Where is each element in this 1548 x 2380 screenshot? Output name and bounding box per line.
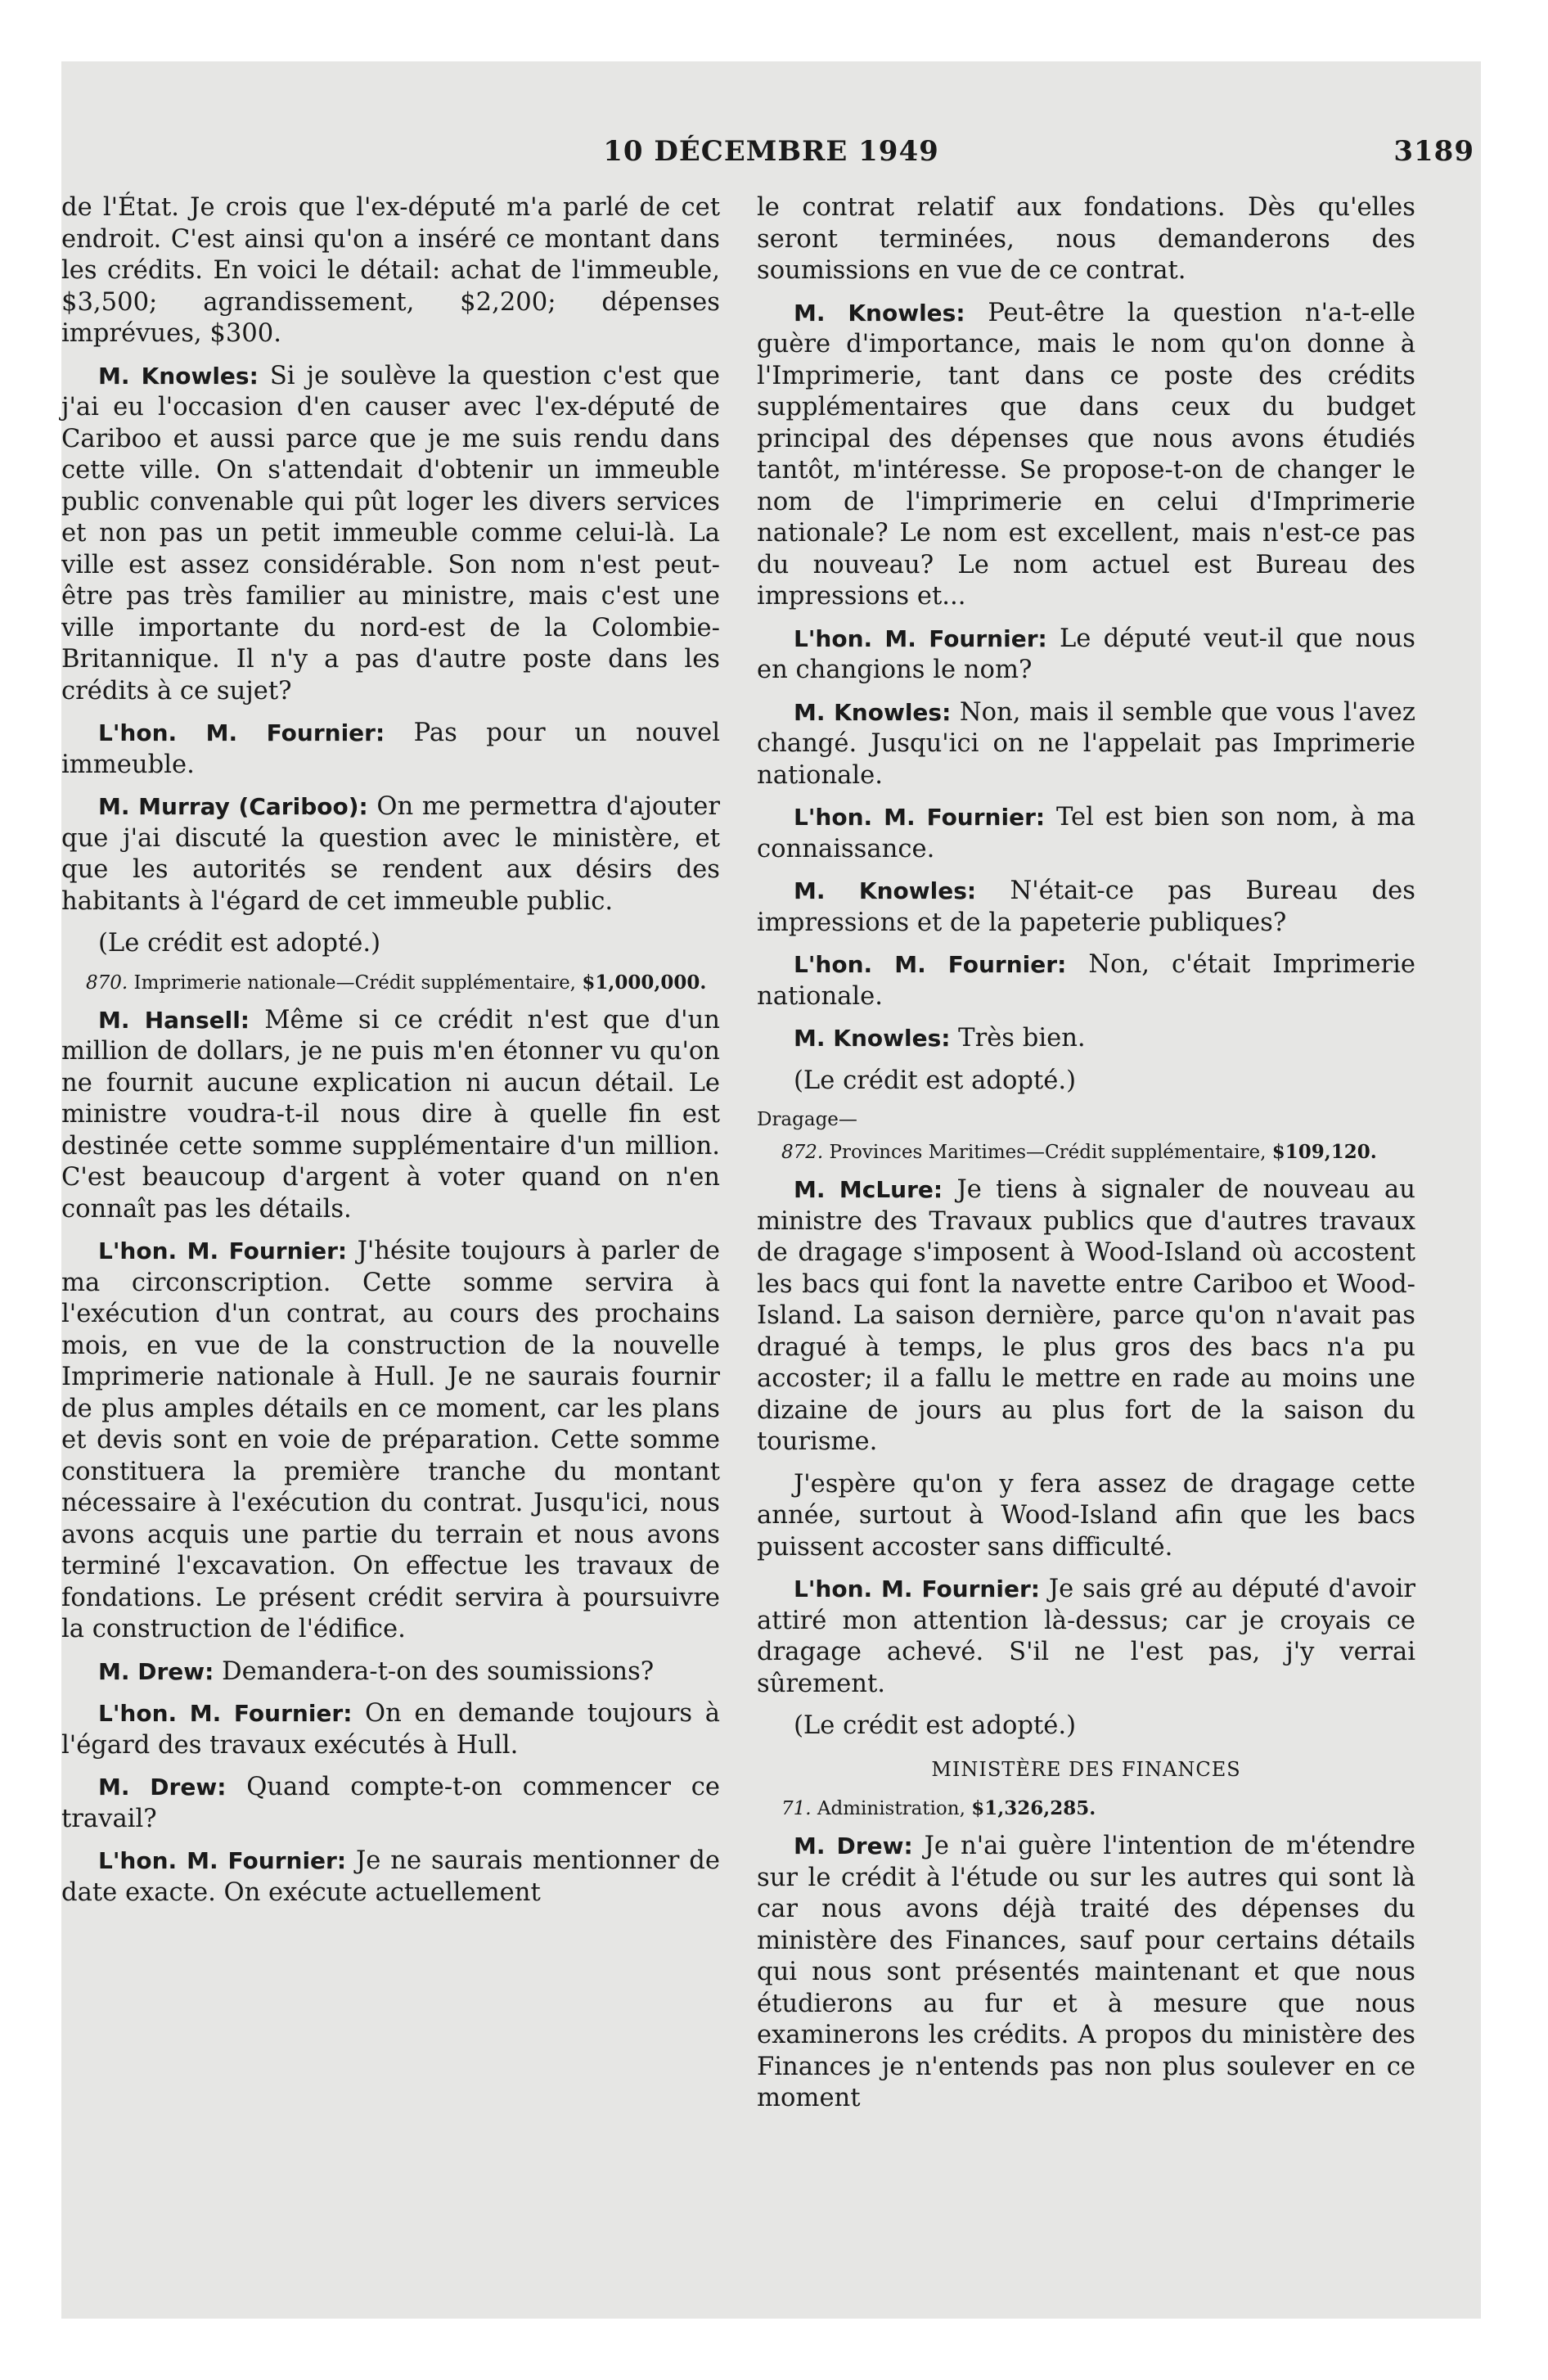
speaker-name: M. Murray (Cariboo): [98, 793, 368, 820]
speech-text: Je n'ai guère l'intention de m'étendre sur le crédit à l'étude ou sur les autres qui sont là car nous avons déjà traité des dépenses du ministère des Finances, sauf pour certains détails qui nous sont présentés maintenant et que nous étudierons au fur et à mesure que nous examinerons les crédits. A propos du ministère des Finances je n'entends pas non plus soulever en ce moment [757, 1832, 1415, 2112]
continued-paragraph: le contrat relatif aux fondations. Dès qu'elles seront terminées, nous demanderons des soumissions en vue de ce contrat. [757, 193, 1415, 285]
speaker-name: M. Drew: [794, 1832, 913, 1859]
speech-paragraph [757, 697, 1415, 792]
speaker-name: M. Drew: [98, 1774, 227, 1801]
speech-paragraph [61, 718, 720, 781]
speech-paragraph [61, 1846, 720, 1909]
vote-label: Administration, [817, 1798, 965, 1819]
speech-text: On me permettra d'ajouter que j'ai discuté la question avec le ministère, et que les autorités se rendent aux désirs des habitants à l'égard de cet immeuble public. [61, 792, 720, 916]
vote-number: 872. [781, 1142, 824, 1163]
page-header [61, 135, 1481, 176]
speaker-name: M. McLure: [794, 1176, 943, 1203]
vote-amount: $1,000,000. [582, 971, 707, 994]
speaker-name: M. Knowles: [794, 299, 965, 327]
speech-paragraph [757, 949, 1415, 1012]
speaker-name: L'hon. M. Fournier: [98, 1847, 347, 1874]
speech-text: Peut-être la question n'a-t-elle guère d'importance, mais le nom qu'on donne à l'Imprimerie, tant dans ce poste des crédits supplémentaires que dans ceux du budget principal des dépenses que nous avons étudiés tantôt, m'intéresse. Se propose-t-on de changer le nom de l'imprimerie en celui d'Imprimerie nationale? Le nom est excellent, mais n'est-ce pas du nouveau? Le nom actuel est Bureau des impressions et... [757, 298, 1415, 611]
speech-paragraph [757, 802, 1415, 865]
section-label: Dragage— [757, 1109, 857, 1130]
speech-paragraph [61, 1236, 720, 1646]
right-column [757, 192, 1415, 2125]
speech-text: Très bien. [958, 1024, 1086, 1053]
speech-paragraph [61, 1698, 720, 1761]
speech-text: Je sais gré au député d'avoir attiré mon attention là-dessus; car je croyais ce dragage achevé. S'il ne l'est pas, j'y verrai sûrement. [757, 1575, 1415, 1698]
speaker-name: M. Drew: [98, 1657, 214, 1685]
speech-paragraph [757, 1174, 1415, 1458]
vote-label: Provinces Maritimes—Crédit supplémentaire, [829, 1142, 1267, 1163]
section-heading: MINISTÈRE DES FINANCES [931, 1757, 1241, 1781]
speaker-name: M. Knowles: [98, 362, 259, 390]
speech-paragraph [61, 791, 720, 917]
speech-paragraph [61, 1657, 720, 1688]
vote-item [757, 1140, 1415, 1165]
vote-amount: $1,326,285. [971, 1797, 1096, 1819]
speech-text: Non, mais il semble que vous l'avez changé. Jusqu'ici on ne l'appelait pas Imprimerie nationale. [757, 697, 1415, 790]
speech-text: Demandera-t-on des soumissions? [222, 1657, 655, 1686]
speech-paragraph [757, 1574, 1415, 1700]
left-column [61, 192, 720, 1919]
continued-paragraph: de l'État. Je crois que l'ex-député m'a parlé de cet endroit. C'est ainsi qu'on a inséré ce montant dans les crédits. En voici le détail: achat de l'immeuble, $3,500; agrandissement, $2,200; dépenses imprévues, $300. [61, 193, 720, 348]
speech-text: Je ne saurais mentionner de date exacte. On exécute actuellement [61, 1846, 720, 1907]
speech-text: Non, c'était Imprimerie nationale. [757, 950, 1415, 1011]
speech-paragraph [757, 1023, 1415, 1055]
page-sheet [61, 61, 1481, 2319]
paragraph: (Le crédit est adopté.) [794, 1066, 1077, 1095]
speech-text: N'était-ce pas Bureau des impressions et de la papeterie publiques? [757, 877, 1415, 937]
vote-item [61, 971, 720, 995]
speaker-name: L'hon. M. Fournier: [794, 624, 1047, 652]
vote-amount: $109,120. [1271, 1141, 1377, 1163]
speaker-name: L'hon. M. Fournier: [794, 804, 1046, 831]
speech-text: J'hésite toujours à parler de ma circonscription. Cette somme servira à l'exécution d'un contrat, au cours des prochains mois, en vue de la construction de la nouvelle Imprimerie nationale à Hull. Je ne saurais fournir de plus amples détails en ce moment, car les plans et devis sont en voie de préparation. Cette somme constituera la première tranche du montant nécessaire à l'exécution du contrat. Jusqu'ici, nous avons acquis une partie du terrain et nous avons terminé l'excavation. On effectue les travaux de fondations. Le présent crédit servira à poursuivre la construction de l'édifice. [61, 1237, 720, 1643]
speech-paragraph [61, 1772, 720, 1835]
speaker-name: M. Knowles: [794, 698, 952, 726]
speaker-name: M. Knowles: [794, 1025, 951, 1052]
speaker-name: M. Hansell: [98, 1006, 250, 1034]
speech-text: Même si ce crédit n'est que d'un million de dollars, je ne puis m'en étonner vu qu'on ne fournit aucune explication ni aucun détail. Le ministre voudra-t-il nous dire à quelle fin est destinée cette somme supplémentaire d'un million. C'est beaucoup d'argent à voter quand on n'en connaît pas les détails. [61, 1005, 721, 1224]
speech-paragraph [757, 876, 1415, 939]
paragraph: (Le crédit est adopté.) [98, 929, 381, 958]
speaker-name: L'hon. M. Fournier: [794, 951, 1067, 978]
speaker-name: M. Knowles: [794, 877, 977, 904]
paragraph: (Le crédit est adopté.) [794, 1711, 1077, 1740]
speech-paragraph [757, 1831, 1415, 2115]
speaker-name: L'hon. M. Fournier: [98, 719, 385, 746]
speech-text: Pas pour un nouvel immeuble. [61, 719, 720, 779]
speech-text: Je tiens à signaler de nouveau au ministre des Travaux publics que d'autres travaux de dragage s'imposent à Wood-Island où accostent les bacs qui font la navette entre Cariboo et Wood-Island. La saison dernière, parce qu'on n'avait pas dragué à temps, le plus gros des bacs n'a pu accoster; il a fallu le mettre en rade au moins une dizaine de jours au plus fort de la saison du tourisme. [757, 1175, 1415, 1456]
speech-text: Tel est bien son nom, à ma connaissance. [757, 803, 1415, 863]
speech-text: Quand compte-t-on commencer ce travail? [61, 1773, 720, 1833]
speaker-name: L'hon. M. Fournier: [794, 1575, 1040, 1602]
speaker-name: L'hon. M. Fournier: [98, 1237, 348, 1264]
speech-paragraph [757, 298, 1415, 613]
vote-label: Imprimerie nationale—Crédit supplémentaire, [133, 971, 576, 994]
header-date: 10 DÉCEMBRE 1949 [603, 135, 939, 168]
speech-text: Le député veut-il que nous en changions le nom? [757, 624, 1415, 684]
page-number: 3189 [1393, 135, 1474, 168]
speaker-name: L'hon. M. Fournier: [98, 1700, 353, 1727]
speech-paragraph [61, 1005, 720, 1226]
vote-number: 870. [86, 971, 128, 994]
speech-paragraph [757, 624, 1415, 687]
paragraph: J'espère qu'on y fera assez de dragage cette année, surtout à Wood-Island afin que les bacs puissent accoster sans difficulté. [757, 1469, 1415, 1562]
speech-paragraph [61, 361, 720, 708]
vote-number: 71. [781, 1798, 812, 1819]
speech-text: Si je soulève la question c'est que j'ai eu l'occasion d'en causer avec l'ex-député de Cariboo et aussi parce que je me suis rendu dans cette ville. On s'attendait d'obtenir un immeuble public convenable qui pût loger les divers services et non pas un petit immeuble comme celui-là. La ville est assez considérable. Son nom n'est peut-être pas très familier au ministre, mais c'est une ville importante du nord-est de la Colombie-Britannique. Il n'y a pas d'autre poste dans les crédits à ce sujet? [61, 361, 720, 705]
vote-item [757, 1796, 1415, 1821]
speech-text: On en demande toujours à l'égard des travaux exécutés à Hull. [61, 1699, 720, 1760]
